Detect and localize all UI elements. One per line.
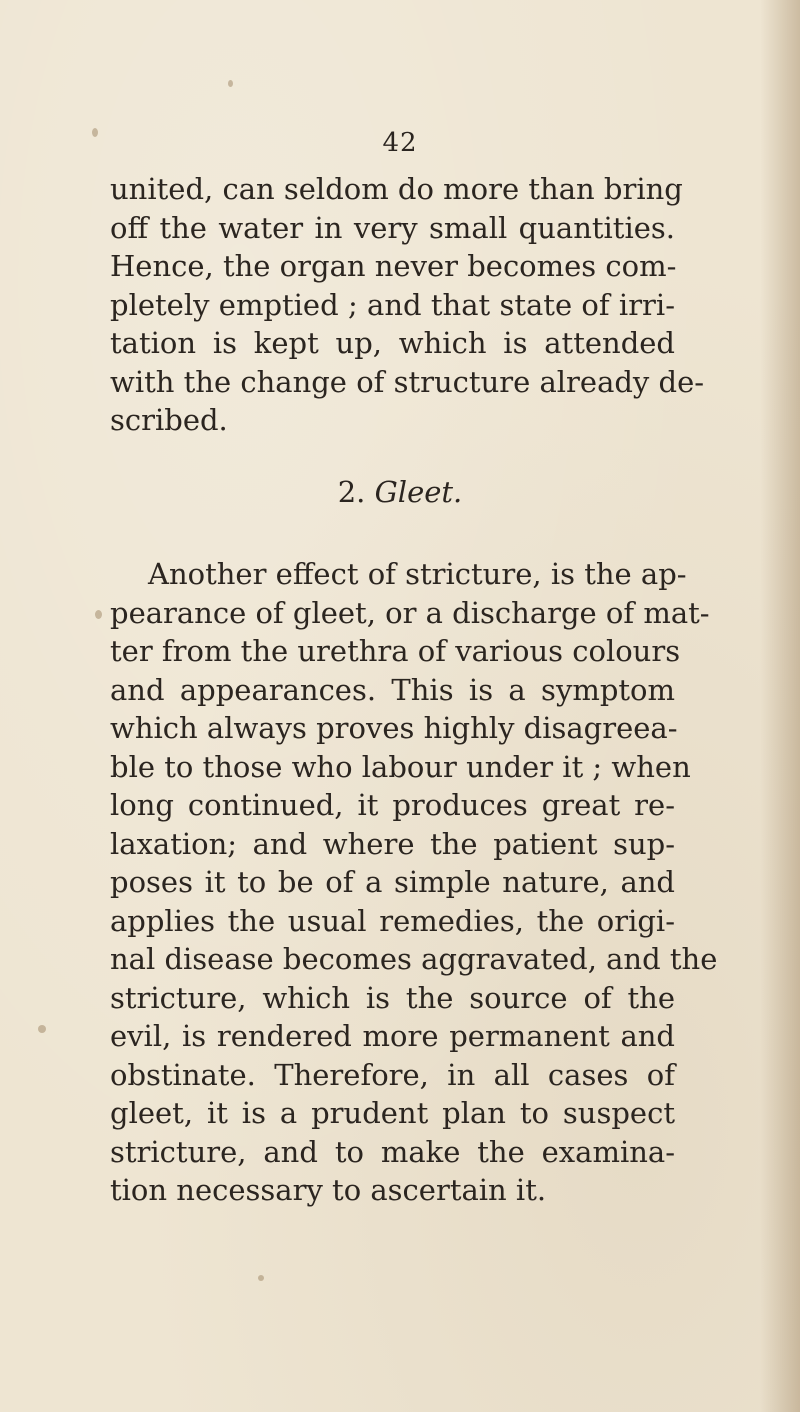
text-line: poses it to be of a simple nature, and [110,865,675,899]
foxing-spot [228,80,233,87]
text-line: which always proves highly disagreea- [110,711,678,745]
page-edge-shadow [760,0,800,1412]
text-line: pletely emptied ; and that state of irri- [110,287,675,322]
section-heading [0,475,800,509]
text-line: Another effect of stricture, is the ap- [148,557,687,591]
text-line: ble to those who labour under it ; when [110,749,691,784]
text-line: Hence, the organ never becomes com- [110,249,677,283]
text-line: and appearances. This is a symptom [110,672,675,707]
text-line: stricture, and to make the examina- [110,1134,675,1169]
paragraph-1 [110,170,705,440]
text-line: scribed. [110,403,228,437]
text-line: off the water in very small quantities. [110,210,675,245]
text-line: ter from the urethra of various colours [110,634,681,668]
foxing-spot [38,1025,46,1033]
text-line: long continued, it produces great re- [110,788,675,822]
text-line: gleet, it is a prudent plan to suspect [110,1096,675,1130]
text-line: tion necessary to ascertain it. [110,1173,547,1207]
text-line: obstinate. Therefore, in all cases of [110,1057,675,1092]
text-line: united, can seldom do more than bring [110,172,683,206]
text-line: applies the usual remedies, the origi- [110,903,675,938]
text-line: stricture, which is the source of the [110,980,675,1015]
section-title: Gleet. [374,475,463,509]
text-line: tation is kept up, which is attended [110,326,675,360]
paragraph-2 [110,555,718,1210]
foxing-spot [95,610,102,619]
text-line: evil, is rendered more permanent and [110,1019,675,1053]
text-line: laxation; and where the patient sup- [110,826,675,861]
foxing-spot [258,1275,264,1281]
page-number: 42 [382,128,418,158]
text-line: nal disease becomes aggravated, and the [110,942,718,976]
text-line: with the change of structure already de- [110,364,705,399]
text-line: pearance of gleet, or a discharge of mat- [110,595,710,630]
section-number: 2. [337,475,366,509]
